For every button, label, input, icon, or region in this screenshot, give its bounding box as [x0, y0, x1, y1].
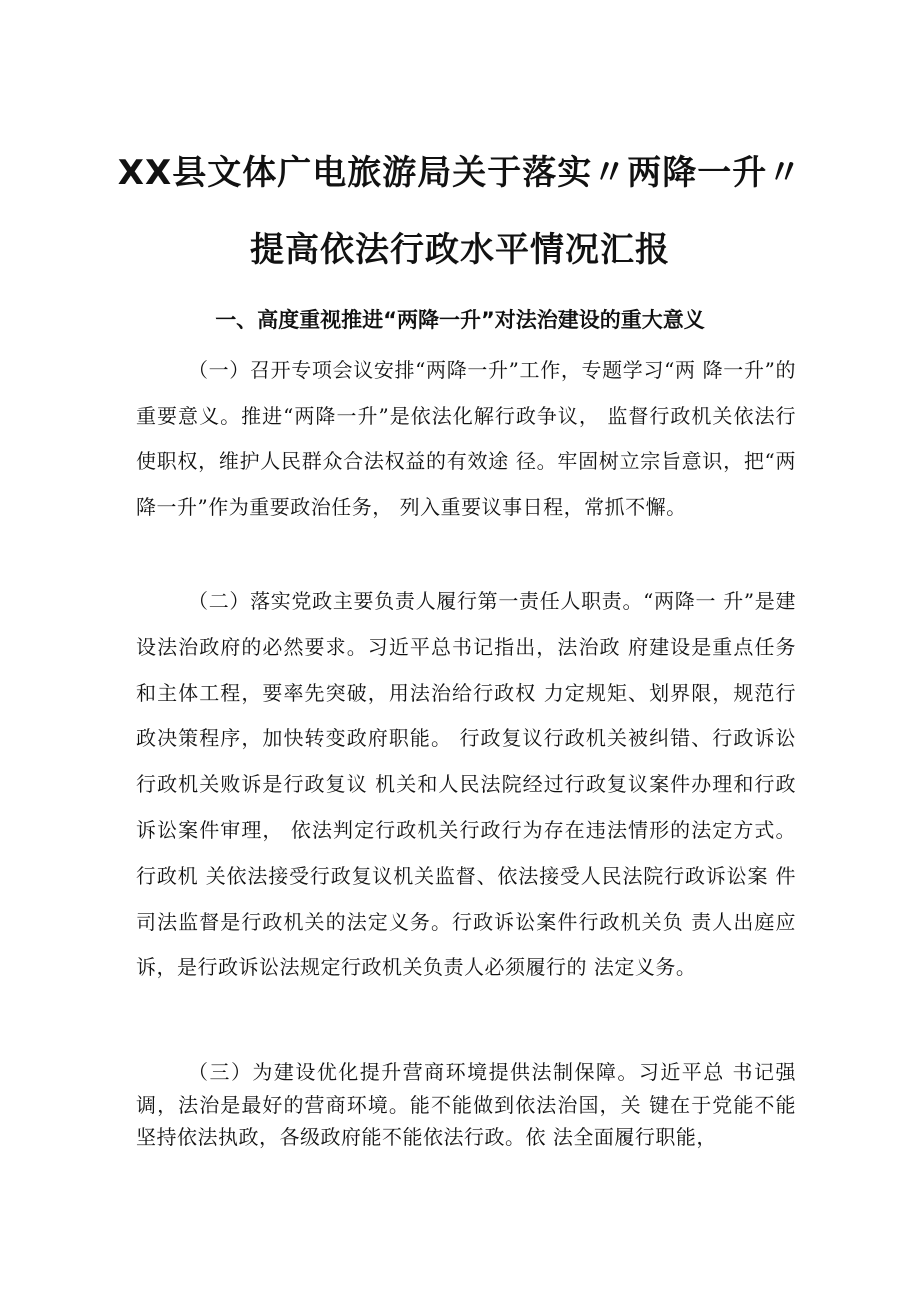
paragraph-1: （一）召开专项会议安排“两降一升”工作，专题学习“两 降一升”的重要意义。推进“两降一升”是依法化解行政争议， 监督行政机关依法行使职权，维护人民群众合法权益的有效途 径。牢固树立宗旨意识，把“两降一升”作为重要政治任务， 列入重要议事日程，常抓不懈。 — [136, 358, 796, 519]
paragraph-3: （三）为建设优化提升营商环境提供法制保障。习近平总 书记强调，法治是最好的营商环境。能不能做到依法治国，关 键在于党能不能坚持依法执政，各级政府能不能依法行政。依 法全面履行职能， — [136, 1060, 796, 1149]
section-heading: 一、高度重视推进“两降一升”对法治建设的重大意义 — [215, 308, 705, 332]
paragraph-2: （二）落实党政主要负责人履行第一责任人职责。“两降一 升”是建设法治政府的必然要求。习近平总书记指出，法治政 府建设是重点任务和主体工程，要率先突破，用法治给行政权 力定规矩、划界限，规范行政决策程序，加快转变政府职能。 行政复议行政机关被纠错、行政诉讼行政机关败诉是行政复议 机关和人民法院经过行政复议案件办理和行政诉讼案件审理， 依法判定行政机关行政行为存在违法情形的法定方式。行政机 关依法接受行政复议机关监督、依法接受人民法院行政诉讼案 件司法监督是行政机关的法定义务。行政诉讼案件行政机关负 责人出庭应诉，是行政诉讼法规定行政机关负责人必须履行的 法定义务。 — [136, 589, 796, 980]
document-title-line-2: 提高依法行政水平情况汇报 — [250, 230, 670, 270]
document-title-line-1: XX县文体广电旅游局关于落实〃两降一升〃 — [117, 153, 803, 193]
